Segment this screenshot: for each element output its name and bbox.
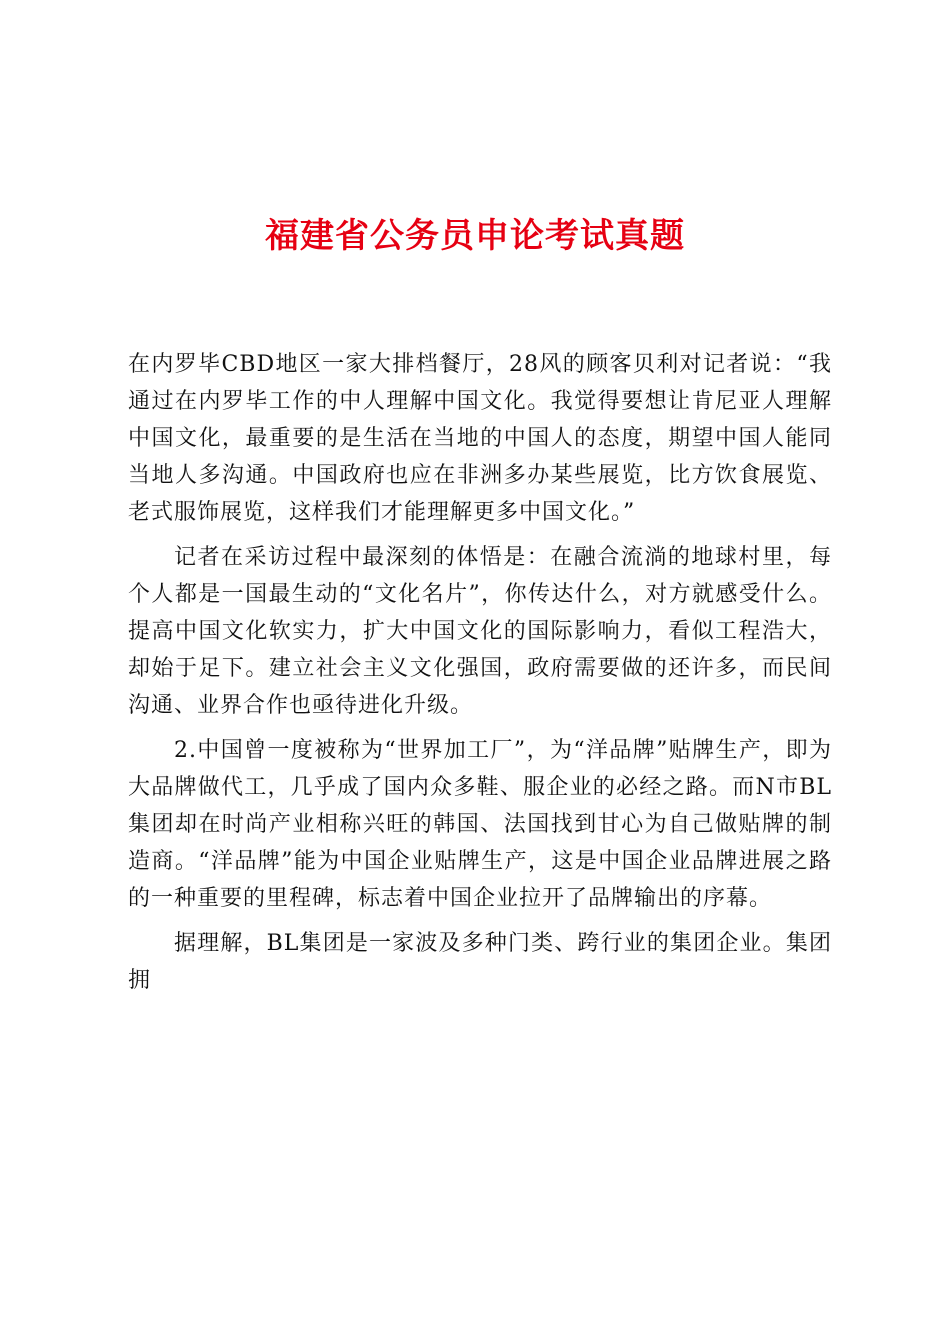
document-body xyxy=(128,346,832,999)
paragraph-1: 在内罗毕CBD地区一家大排档餐厅，28风的顾客贝利对记者说：“我通过在内罗毕工作的中人理解中国文化。我觉得要想让肯尼亚人理解中国文化，最重要的是生活在当地的中国人的态度，期望中国人能同当地人多沟通。中国政府也应在非洲多办某些展览，比方饮食展览、老式服饰展览，这样我们才能理解更多中国文化。” xyxy=(128,352,832,525)
paragraph-2: 记者在采访过程中最深刻的体悟是：在融合流淌的地球村里，每个人都是一国最生动的“文化名片”，你传达什么，对方就感受什么。提高中国文化软实力，扩大中国文化的国际影响力，看似工程浩大，却始于足下。建立社会主义文化强国，政府需要做的还许多，而民间沟通、业界合作也亟待进化升级。 xyxy=(128,545,832,718)
paragraph-3: 2.中国曾一度被称为“世界加工厂”，为“洋品牌”贴牌生产，即为大品牌做代工，几乎成了国内众多鞋、服企业的必经之路。而N市BL集团却在时尚产业相称兴旺的韩国、法国找到甘心为自己做贴牌的制造商。“洋品牌”能为中国企业贴牌生产，这是中国企业品牌进展之路的一种重要的里程碑，标志着中国企业拉开了品牌输出的序幕。 xyxy=(128,738,832,911)
paragraph-4: 据理解，BL集团是一家波及多种门类、跨行业的集团企业。集团拥 xyxy=(128,931,832,993)
document-title: 福建省公务员申论考试真题 xyxy=(265,216,685,256)
